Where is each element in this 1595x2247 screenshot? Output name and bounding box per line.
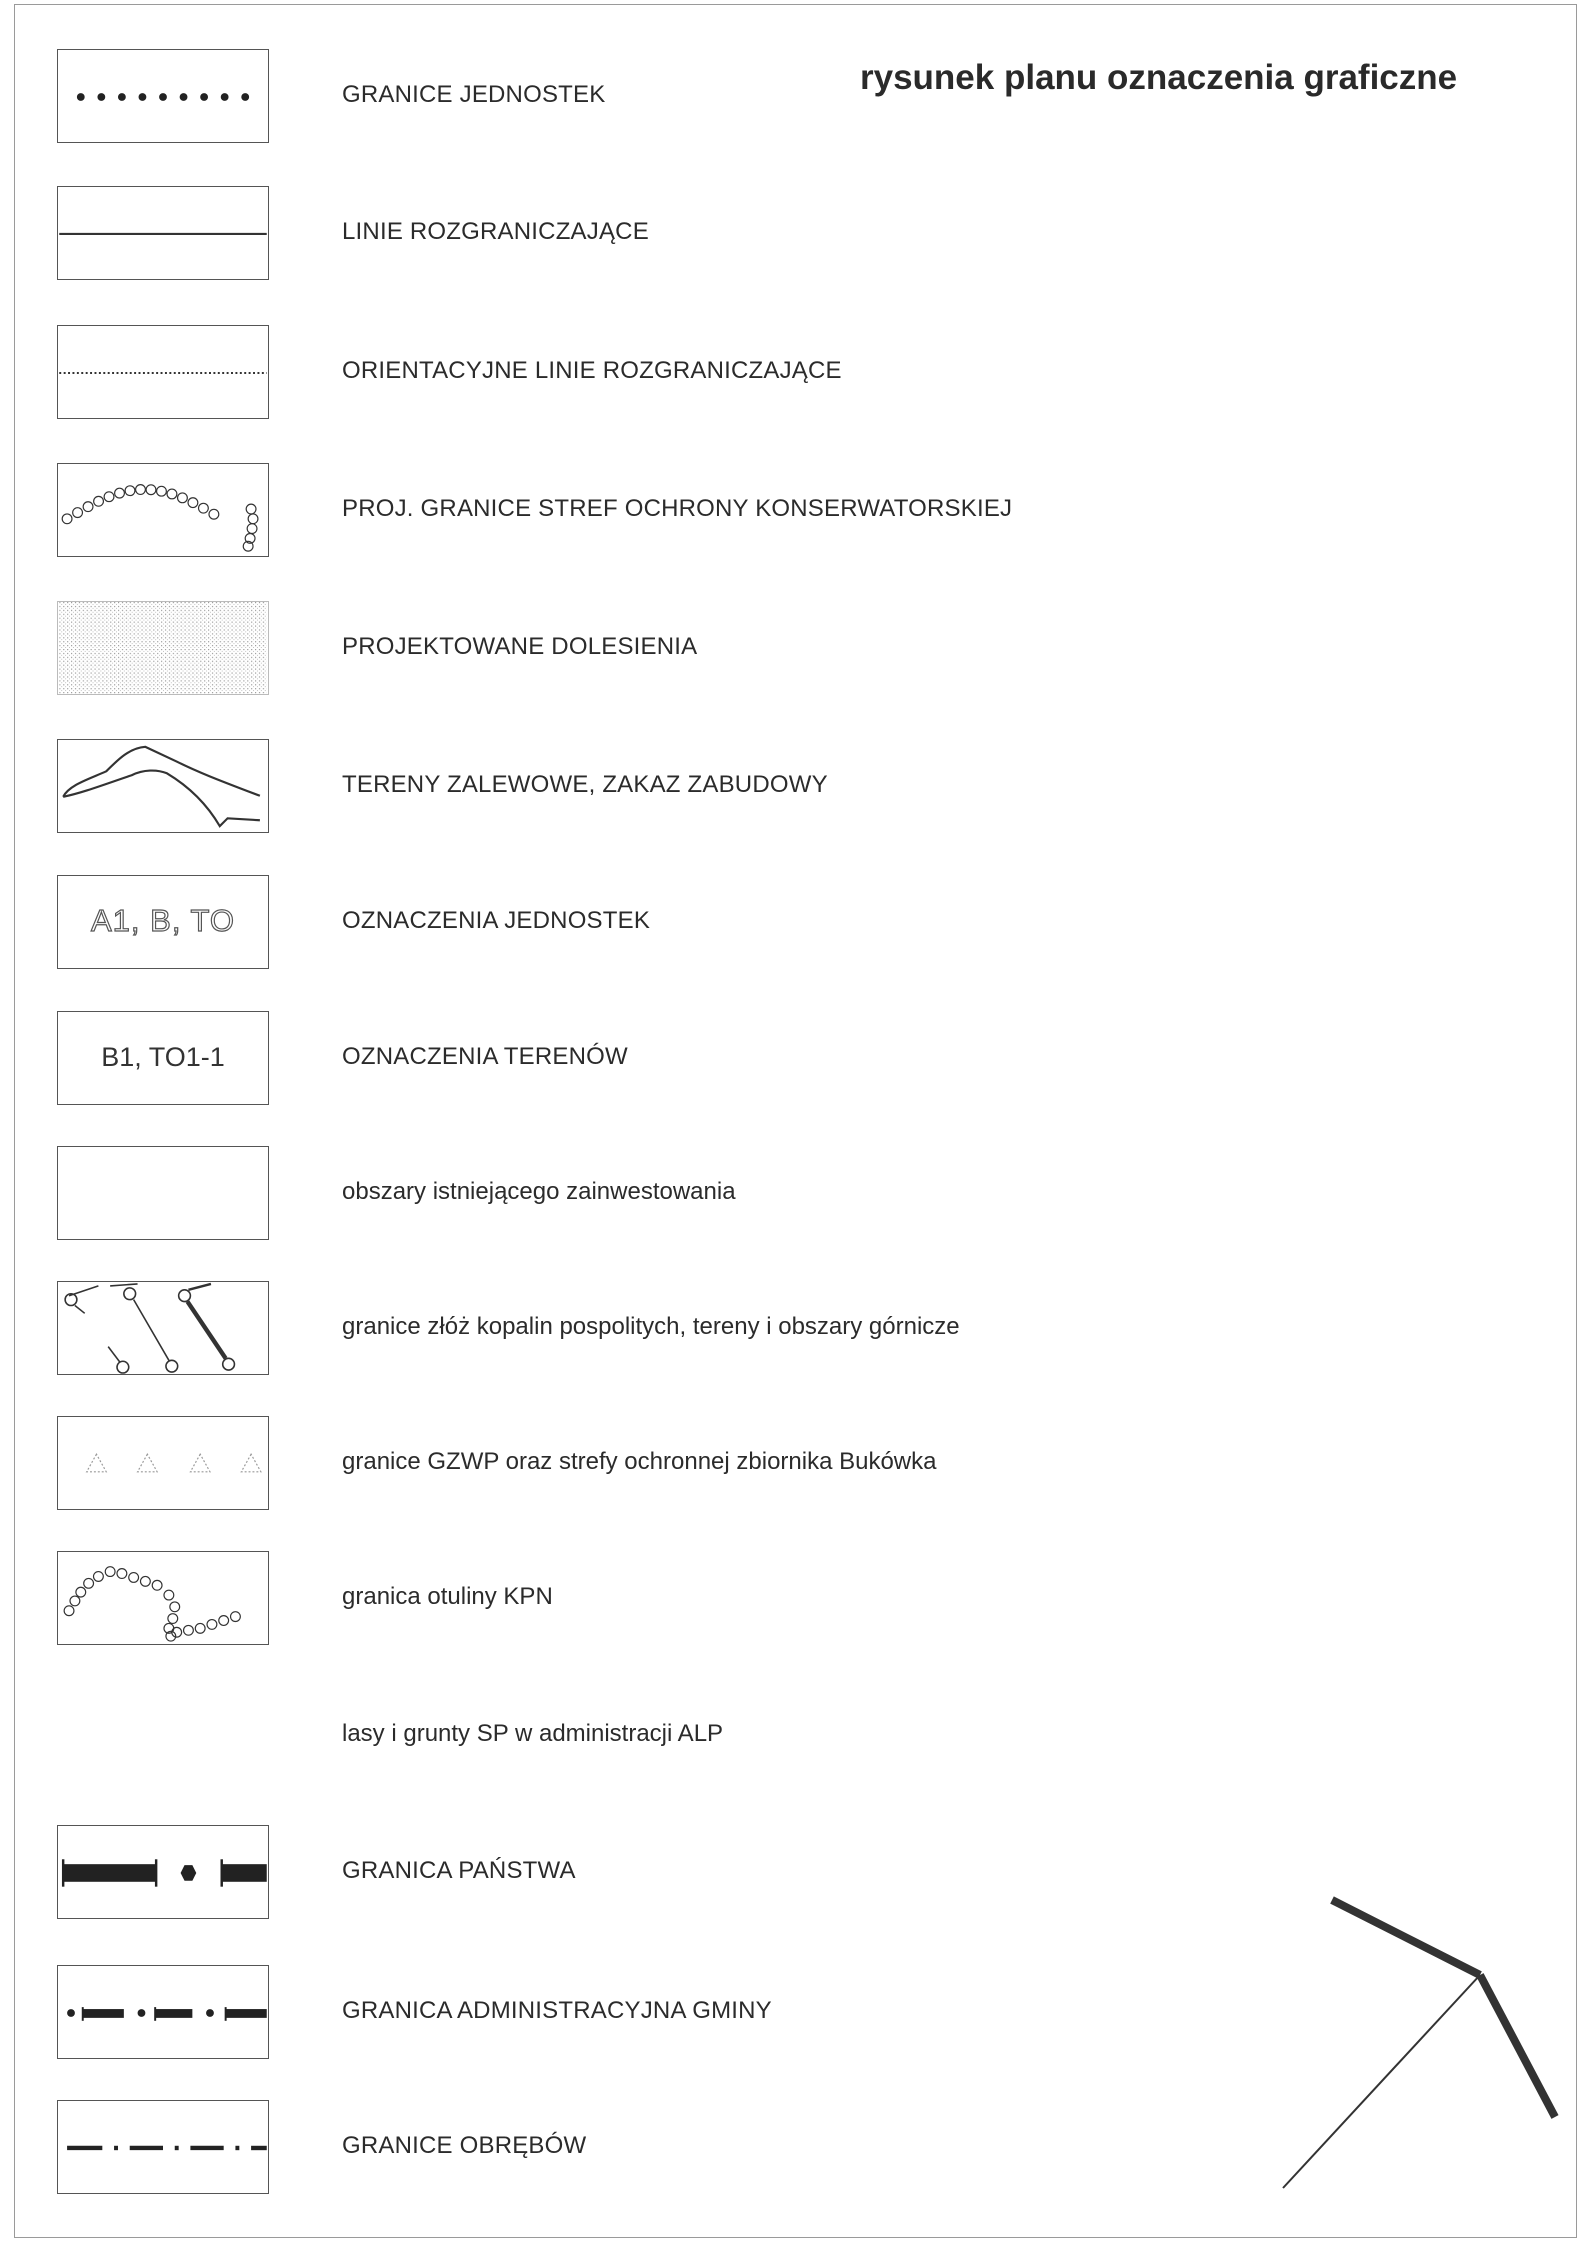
- symbol-oznaczenia-terenow: [57, 1011, 269, 1105]
- sample-unit-code: A1, B, TO: [91, 903, 235, 938]
- legend-row-linie-rozgraniczajace: [0, 186, 1595, 282]
- symbol-oznaczenia-jednostek: [57, 875, 269, 969]
- label-strefy-ochrony: PROJ. GRANICE STREF OCHRONY KONSERWATORSKIEJ: [342, 495, 1013, 522]
- chain-circle: [188, 498, 198, 508]
- legend-row-strefy-ochrony: [0, 463, 1595, 559]
- chain-circle: [105, 1567, 115, 1577]
- symbol-granice-jednostek: [57, 49, 269, 143]
- label-dolesienia: PROJEKTOWANE DOLESIENIA: [342, 633, 698, 660]
- label-zloza-kopalin: granice złóż kopalin pospolitych, tereny i obszary górnicze: [342, 1313, 960, 1340]
- flood-outline-icon: [58, 740, 268, 832]
- chain-circle: [104, 492, 114, 502]
- chain-circle: [231, 1612, 241, 1622]
- symbol-zainwestowanie: [57, 1146, 269, 1240]
- label-granice-obrebow: GRANICE OBRĘBÓW: [342, 2132, 587, 2159]
- symbol-otulina-kpn: [57, 1551, 269, 1645]
- label-linie-rozgraniczajace: LINIE ROZGRANICZAJĄCE: [342, 218, 649, 245]
- label-granica-panstwa: GRANICA PAŃSTWA: [342, 1857, 576, 1884]
- chain-circle: [209, 509, 219, 519]
- sample-terrain-code: B1, TO1-1: [101, 1042, 225, 1072]
- chain-circle: [117, 1569, 127, 1579]
- stipple-hatch-icon: [58, 602, 268, 694]
- symbol-gzwp: [57, 1416, 269, 1510]
- legend-row-oznaczenia-jednostek: [0, 875, 1595, 971]
- mining-boundary-icon: [58, 1282, 268, 1374]
- circle-chain-kpn-icon: [58, 1552, 268, 1644]
- dotted-boundary-icon: [58, 50, 268, 142]
- legend-row-zloza-kopalin: [0, 1281, 1595, 1377]
- legend-row-gzwp: [0, 1416, 1595, 1512]
- chain-circle: [84, 1578, 94, 1588]
- label-zainwestowanie: obszary istniejącego zainwestowania: [342, 1178, 736, 1205]
- chain-circle: [83, 502, 93, 512]
- chain-circle: [140, 1576, 150, 1586]
- chain-circle: [94, 496, 104, 506]
- page-title: rysunek planu oznaczenia graficzne: [860, 58, 1458, 97]
- chain-circle: [184, 1625, 194, 1635]
- symbol-dolesienia: [57, 601, 269, 695]
- chain-circle: [199, 503, 209, 513]
- chain-circle: [152, 1580, 162, 1590]
- symbol-orientacyjne-linie: [57, 325, 269, 419]
- symbol-zloza-kopalin: [57, 1281, 269, 1375]
- circle-chain-icon: [58, 464, 268, 556]
- chain-circle: [248, 514, 258, 524]
- chain-circle: [115, 488, 125, 498]
- state-border-icon: [58, 1826, 268, 1918]
- symbol-tereny-zalewowe: [57, 739, 269, 833]
- triangle-boundary-icon: [58, 1417, 268, 1509]
- legend-row-tereny-zalewowe: [0, 739, 1595, 835]
- chain-circle: [168, 1614, 178, 1624]
- legend-row-granice-jednostek: [0, 49, 1595, 145]
- chain-circle: [136, 485, 146, 495]
- chain-circle: [195, 1623, 205, 1633]
- symbol-granica-panstwa: [57, 1825, 269, 1919]
- label-granice-jednostek: GRANICE JEDNOSTEK: [342, 81, 606, 108]
- chain-circle: [76, 1587, 86, 1597]
- chain-circle: [146, 485, 156, 495]
- chain-circle: [219, 1616, 229, 1626]
- label-granica-gminy: GRANICA ADMINISTRACYJNA GMINY: [342, 1997, 772, 2024]
- commune-border-icon: [58, 1966, 268, 2058]
- legend-row-zainwestowanie: [0, 1146, 1595, 1242]
- chain-circle: [246, 504, 256, 514]
- chain-circle: [178, 493, 188, 503]
- chain-circle: [247, 524, 257, 534]
- precinct-border-icon: [58, 2101, 268, 2193]
- chain-circle: [64, 1606, 74, 1616]
- north-arrow-icon: [1270, 1890, 1580, 2200]
- fine-dotted-line-icon: [58, 326, 268, 418]
- chain-circle: [70, 1596, 80, 1606]
- legend-row-lasy-sp: [0, 1688, 1595, 1784]
- label-tereny-zalewowe: TERENY ZALEWOWE, ZAKAZ ZABUDOWY: [342, 771, 828, 798]
- chain-circle: [62, 514, 72, 524]
- legend-row-orientacyjne-linie: [0, 325, 1595, 421]
- label-oznaczenia-terenow: OZNACZENIA TERENÓW: [342, 1043, 628, 1070]
- label-orientacyjne-linie: ORIENTACYJNE LINIE ROZGRANICZAJĄCE: [342, 357, 842, 384]
- label-otulina-kpn: granica otuliny KPN: [342, 1583, 553, 1610]
- symbol-granica-gminy: [57, 1965, 269, 2059]
- chain-circle: [207, 1620, 217, 1630]
- label-gzwp: granice GZWP oraz strefy ochronnej zbiornika Bukówka: [342, 1448, 937, 1475]
- chain-circle: [164, 1590, 174, 1600]
- solid-line-icon: [58, 187, 268, 279]
- chain-circle: [125, 486, 135, 496]
- chain-circle: [167, 489, 177, 499]
- symbol-linie-rozgraniczajace: [57, 186, 269, 280]
- chain-circle: [157, 486, 167, 496]
- label-oznaczenia-jednostek: OZNACZENIA JEDNOSTEK: [342, 907, 651, 934]
- legend-row-dolesienia: [0, 601, 1595, 697]
- symbol-granice-obrebow: [57, 2100, 269, 2194]
- symbol-strefy-ochrony: [57, 463, 269, 557]
- chain-circle: [170, 1602, 180, 1612]
- legend-row-oznaczenia-terenow: [0, 1011, 1595, 1107]
- label-lasy-sp: lasy i grunty SP w administracji ALP: [342, 1720, 724, 1747]
- chain-circle: [94, 1572, 104, 1582]
- legend-row-otulina-kpn: [0, 1551, 1595, 1647]
- chain-circle: [73, 508, 83, 518]
- chain-circle: [129, 1573, 139, 1583]
- symbol-lasy-sp: [57, 1688, 269, 1782]
